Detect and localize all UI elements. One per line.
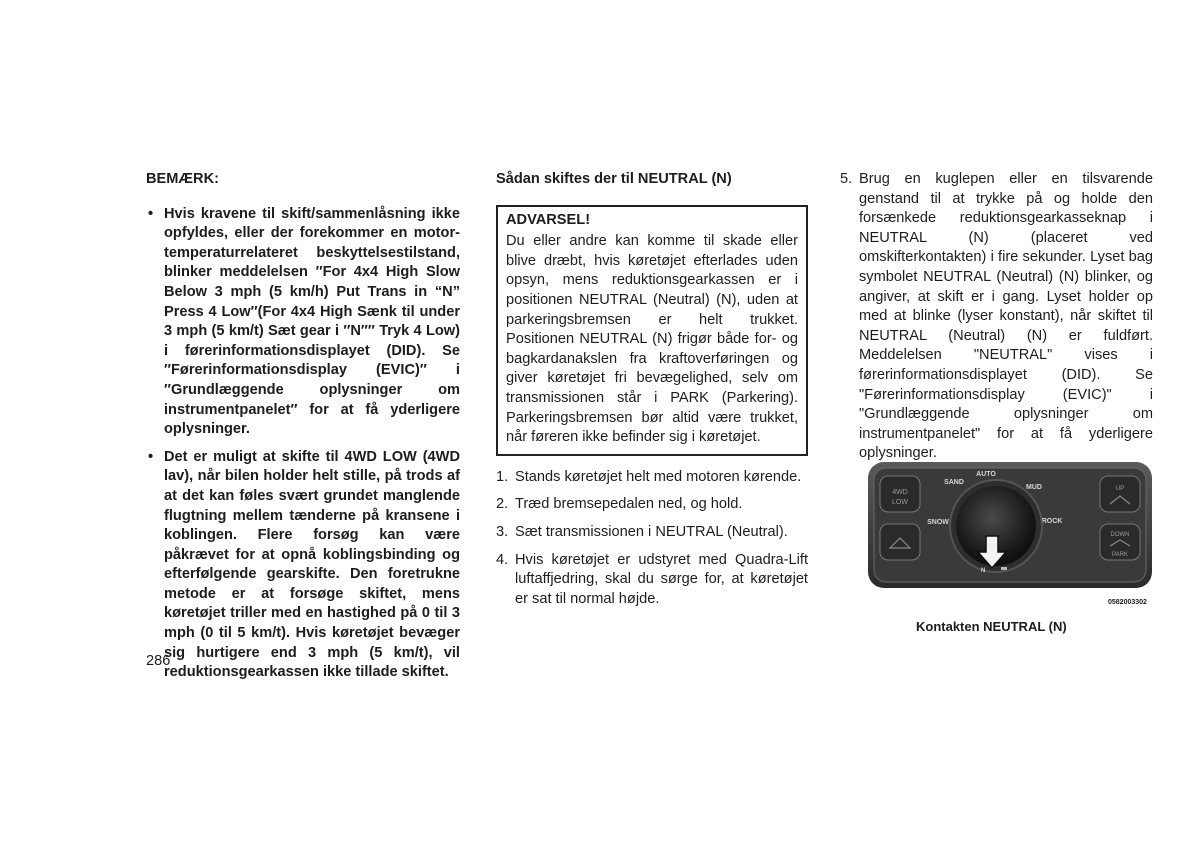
bullet-marker: • [148,205,154,222]
step-number: 2. [496,496,509,513]
figure-caption: Kontakten NEUTRAL (N) [916,619,1067,634]
warning-title: ADVARSEL! [506,211,591,228]
step-item [496,551,808,610]
warning-text: Du eller andre kan komme til skade eller blive dræbt, hvis køretøjet efterlades uden opsyn, mens reduktionsgearkassen er i positionen NEUTRAL (Neutral) (N), uden at parkeringsbremsen er helt trukket. Positionen NEUTRAL (N) frigør både for- og bagkardanakslen fra kraftoverføringen og giver køretøjet fri bevægelighed, selv om transmissionen står i PARK (Parkering). Parkeringsbremsen bør altid være trukket, når føreren ikke befinder sig i køretøjet. [506,233,798,446]
section-heading: Sådan skiftes der til NEUTRAL (N) [496,171,732,187]
step-list [840,170,1153,464]
switch-panel-illustration [866,460,1154,610]
auto-label: AUTO [976,471,996,478]
step-item [840,170,1153,464]
step-text: Træd bremsepedalen ned, og hold. [515,496,743,513]
step-item [496,523,808,543]
column-middle [496,170,808,617]
step-text: Stands køretøjet helt med motoren kørende. [515,468,802,485]
page-number: 286 [146,653,171,669]
step-number: 5. [840,171,853,187]
neutral-button-indicator [1001,567,1007,570]
snow-label: SNOW [927,519,949,526]
warning-box [496,205,808,456]
figure-code: 0582003302 [1108,599,1147,606]
note-bullet-text: Hvis kravene til skift/sammenlåsning ikke opfyldes, eller der forekommer en motor-temperaturrelateret beskyttelsestilstand, blinker meddelelsen ″For 4x4 High Slow Below 3 mph (5 km/h) Put Trans in “N” Press 4 Low″(For 4x4 High Sænk til under 3 mph (5 km/t) Sæt gear i ″N″″ Tryk 4 Low) i førerinformationsdisplayet (DID). Se ″Førerinformationsdisplay (EVIC)″ i ″Grundlæggende oplysninger om instrumentpanelet″ for at få yderligere oplysninger. [164,205,460,438]
low-label: LOW [892,499,908,506]
4wd-label: 4WD [892,489,908,496]
rock-label: ROCK [1041,518,1063,525]
step-number: 1. [496,468,509,485]
step-text: Sæt transmissionen i NEUTRAL (Neutral). [515,523,788,540]
step-item [496,468,808,488]
note-bullet-item [146,448,460,683]
column-right [840,170,1153,472]
up-label: UP [1115,486,1125,492]
bullet-marker: • [148,448,154,465]
hill-descent-button [880,524,920,560]
neutral-label: N [981,568,986,574]
column-left [146,170,460,691]
step-text: Hvis køretøjet er udstyret med Quadra-Lift luftaffjedring, skal du sørge for, at køretøjet er sat til normal højde. [515,551,808,607]
step-item [496,495,808,515]
step-list [496,468,808,610]
mud-label: MUD [1026,484,1042,491]
note-bullet-text: Det er muligt at skifte til 4WD LOW (4WD lav), når bilen holder helt stille, på trods af at det kan føles svært grundet manglende flugtning mellem tænderne på kransene i koblingen. Flere forsøg kan være påkrævet for at opnå koblingsbinding og efterfølgende gearskifte. Den foretrukne metode er at forsøge skiftet, mens køretøjet triller med en hastighed på 0 til 3 mph (0 til 5 km/t). Hvis køretøjet bevæger sig hurtigere end 3 mph (5 km/t), vil reduktionsgearkassen ikke tillade skiftet. [164,448,460,681]
note-bullet-list [146,205,460,683]
note-heading: BEMÆRK: [146,171,219,187]
down-label: DOWN [1110,532,1130,538]
step-text: Brug en kuglepen eller en tilsvarende genstand til at trykke på og holde den forsænkede reduktionsgearkasseknap i NEUTRAL (N) (placeret ved omskifterkontakten) i fire sekunder. Lyset bag symbolet NEUTRAL (Neutral) (N) blinker, og angiver, at skift er i gang. Lyset holder op med at blinke (lyser konstant), når skiftet til NEUTRAL (Neutral) (N) er fuldført. Meddelelsen "NEUTRAL" vises i førerinformationsdisplayet (DID). Se "Førerinformationsdisplay (EVIC)" i "Grundlæggende oplysninger om instrumentpanelet" for at få yderligere oplysninger. [859,171,1153,462]
step-number: 3. [496,523,509,540]
step-number: 4. [496,551,509,568]
up-button [1100,476,1140,512]
note-bullet-item [146,205,460,440]
park-label: PARK [1112,552,1128,558]
sand-label: SAND [944,479,964,486]
